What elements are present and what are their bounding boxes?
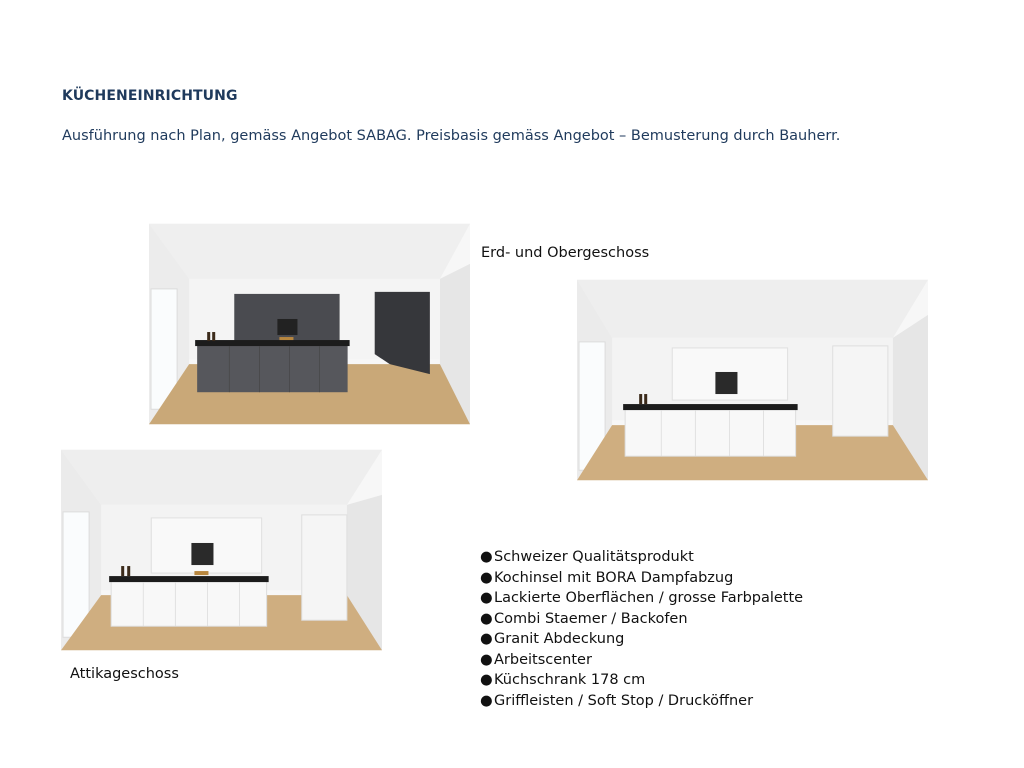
oven: [277, 319, 297, 335]
feature-item: ●Combi Staemer / Backofen: [480, 609, 803, 630]
bullet-icon: ●: [480, 569, 493, 586]
bullet-icon: ●: [480, 692, 493, 709]
oven: [191, 543, 213, 565]
section-heading: KÜCHENEINRICHTUNG: [62, 88, 238, 104]
caption-attikageschoss: Attikageschoss: [70, 666, 179, 682]
bullet-icon: ●: [480, 631, 493, 647]
bullet-icon: ●: [480, 651, 493, 668]
feature-item: ●Lackierte Oberflächen / grosse Farbpalette: [480, 588, 803, 609]
countertop: [623, 404, 797, 410]
ceiling: [577, 280, 928, 338]
ceiling: [61, 450, 382, 505]
oven: [715, 372, 737, 394]
feature-item: ●Kochinsel mit BORA Dampfabzug: [480, 568, 803, 589]
bullet-icon: ●: [480, 590, 493, 606]
feature-item: ●Arbeitscenter: [480, 650, 803, 671]
tall-unit-right: [302, 515, 347, 620]
feature-item: ●Schweizer Qualitätsprodukt: [480, 547, 803, 568]
bullet-icon: ●: [480, 672, 493, 688]
intro-text: Ausführung nach Plan, gemäss Angebot SABAG. Preisbasis gemäss Angebot – Bemusterung durch Bauherr.: [62, 128, 841, 144]
kitchen-render-white: [577, 279, 928, 481]
feature-item: ●Griffleisten / Soft Stop / Drucköffner: [480, 691, 803, 712]
countertop: [195, 340, 349, 346]
kitchen-render-dark: [149, 223, 470, 425]
countertop: [109, 576, 268, 582]
caption-erd-obergeschoss: Erd- und Obergeschoss: [481, 245, 650, 261]
kitchen-island: [625, 408, 795, 456]
feature-item: ●Küchschrank 178 cm: [480, 670, 803, 691]
bullet-icon: ●: [480, 610, 493, 627]
kitchen-render-attika: [61, 449, 382, 651]
kitchen-island: [197, 342, 347, 392]
bullet-icon: ●: [480, 549, 493, 565]
kitchen-island: [111, 580, 266, 626]
tall-unit-right: [833, 346, 888, 436]
feature-list: [480, 547, 803, 711]
ceiling: [149, 224, 470, 279]
feature-item: ●Granit Abdeckung: [480, 629, 803, 650]
